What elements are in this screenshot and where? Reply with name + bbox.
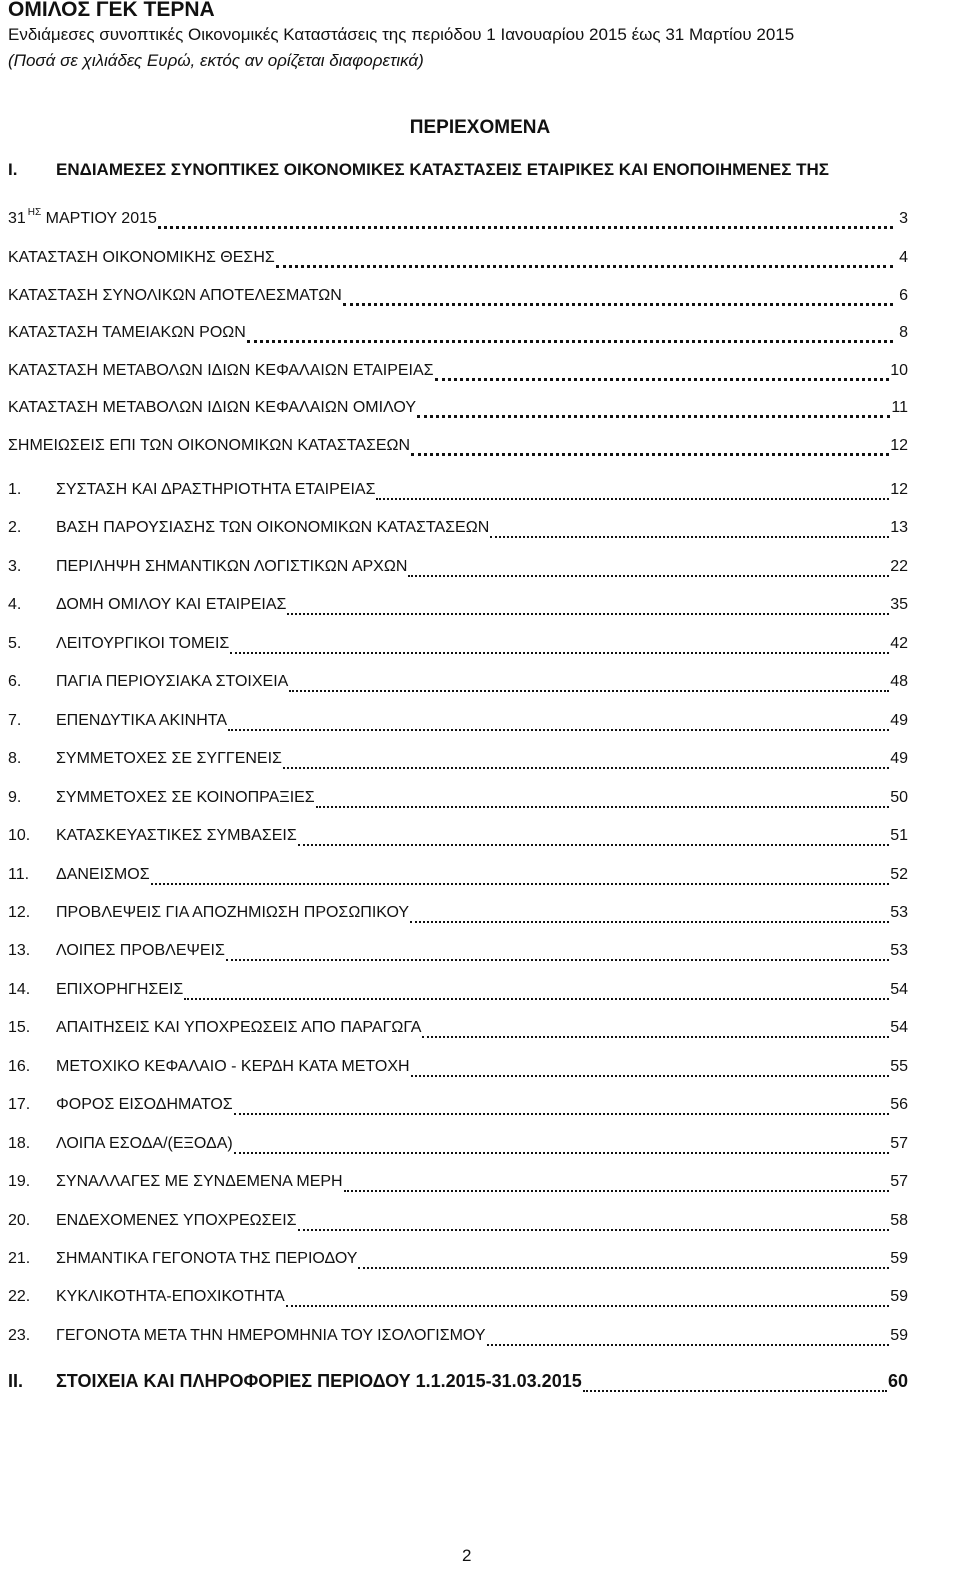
note-number: 14.: [8, 981, 31, 998]
entry-label: ΣΗΜΑΝΤΙΚΑ ΓΕΓΟΝΟΤΑ ΤΗΣ ΠΕΡΙΟΔΟΥ: [56, 1250, 358, 1267]
page-ref: 52: [890, 866, 908, 883]
page-ref: 49: [890, 750, 908, 767]
page-ref: 51: [890, 827, 908, 844]
page-ref: 10: [890, 362, 908, 379]
entry-label: ΣΤΟΙΧΕΙΑ ΚΑΙ ΠΛΗΡΟΦΟΡΙΕΣ ΠΕΡΙΟΔΟΥ 1.1.2015-31.03.2015: [56, 1371, 582, 1391]
dot-leader: [234, 1100, 890, 1115]
dot-leader: [286, 1292, 890, 1307]
section-number: II.: [8, 1371, 24, 1391]
toc-entry-note[interactable]: [8, 1018, 908, 1038]
note-number: 21.: [8, 1250, 31, 1267]
dot-leader: [151, 870, 890, 885]
toc-entry-section-one[interactable]: [8, 203, 908, 229]
toc-entry-statement[interactable]: [8, 248, 908, 268]
note-number: 15.: [8, 1019, 31, 1036]
page-ref: 57: [890, 1173, 908, 1190]
entry-label: ΚΑΤΑΣΤΑΣΗ ΜΕΤΑΒΟΛΩΝ ΙΔΙΩΝ ΚΕΦΑΛΑΙΩΝ ΕΤΑΙΡΕΙΑΣ: [8, 362, 434, 379]
entry-label: ΚΑΤΑΣΚΕΥΑΣΤΙΚΕΣ ΣΥΜΒΑΣΕΙΣ: [56, 827, 297, 844]
dot-leader: [184, 985, 889, 1000]
note-number: 17.: [8, 1096, 31, 1113]
dot-leader: [417, 402, 890, 418]
page-ref: 12: [890, 437, 908, 454]
dot-leader: [411, 440, 889, 456]
page-ref: 11: [891, 399, 908, 416]
page-ref: 48: [890, 673, 908, 690]
toc-entry-note[interactable]: [8, 826, 908, 846]
dot-leader: [230, 639, 889, 654]
dot-leader: [289, 677, 889, 692]
toc-entry-note[interactable]: [8, 1249, 908, 1269]
page-ref: 59: [890, 1327, 908, 1344]
dot-leader: [343, 290, 893, 306]
dot-leader: [226, 946, 889, 961]
toc-entry-note[interactable]: [8, 1134, 908, 1154]
note-number: 23.: [8, 1327, 31, 1344]
units-note: (Ποσά σε χιλιάδες Ευρώ, εκτός αν ορίζεται διαφορετικά): [8, 51, 424, 70]
note-number: 2.: [8, 519, 22, 536]
note-number: 4.: [8, 596, 22, 613]
toc-entry-note[interactable]: [8, 711, 908, 731]
note-number: 18.: [8, 1135, 31, 1152]
toc-entry-note[interactable]: [8, 865, 908, 885]
document-header: [8, 0, 948, 74]
note-number: 20.: [8, 1212, 31, 1229]
dot-leader: [408, 562, 889, 577]
entry-label: ΕΝΔΕΧΟΜΕΝΕΣ ΥΠΟΧΡΕΩΣΕΙΣ: [56, 1212, 297, 1229]
note-number: 12.: [8, 904, 31, 921]
page-ref: 13: [890, 519, 908, 536]
page-ref: 54: [890, 981, 908, 998]
page-ref: 53: [890, 904, 908, 921]
note-number: 5.: [8, 635, 22, 652]
entry-label: ΣΗΜΕΙΩΣΕΙΣ ΕΠΙ ΤΩΝ ΟΙΚΟΝΟΜΙΚΩΝ ΚΑΤΑΣΤΑΣΕΩΝ: [8, 437, 411, 454]
dot-leader: [490, 523, 889, 538]
toc-entry-statement[interactable]: [8, 323, 908, 343]
page-ref: 22: [890, 558, 908, 575]
toc-entry-section-two[interactable]: [8, 1370, 908, 1392]
entry-label: ΛΕΙΤΟΥΡΓΙΚΟΙ ΤΟΜΕΙΣ: [56, 635, 230, 652]
entry-label: ΓΕΓΟΝΟΤΑ ΜΕΤΑ ΤΗΝ ΗΜΕΡΟΜΗΝΙΑ ΤΟΥ ΙΣΟΛΟΓΙΣΜΟΥ: [56, 1327, 486, 1344]
toc-entry-note[interactable]: [8, 1057, 908, 1077]
entry-label: ΚΑΤΑΣΤΑΣΗ ΟΙΚΟΝΟΜΙΚΗΣ ΘΕΣΗΣ: [8, 249, 275, 266]
page-ref: 8: [899, 324, 908, 341]
dot-leader: [358, 1254, 889, 1269]
dot-leader: [583, 1377, 887, 1392]
page-number: 2: [462, 1546, 472, 1565]
note-number: 8.: [8, 750, 22, 767]
dot-leader: [158, 213, 893, 229]
note-number: 7.: [8, 712, 22, 729]
entry-label: ΦΟΡΟΣ ΕΙΣΟΔΗΜΑΤΟΣ: [56, 1096, 233, 1113]
entry-label: ΔΑΝΕΙΣΜΟΣ: [56, 866, 150, 883]
page-ref: 12: [890, 481, 908, 498]
dot-leader: [422, 1023, 889, 1038]
page-ref: 58: [890, 1212, 908, 1229]
toc-entry-note[interactable]: [8, 1172, 908, 1192]
dot-leader: [411, 1062, 890, 1077]
toc-entry-statement[interactable]: [8, 286, 908, 306]
dot-leader: [247, 327, 893, 343]
entry-label: ΣΥΝΑΛΛΑΓΕΣ ΜΕ ΣΥΝΔΕΜΕΝΑ ΜΕΡΗ: [56, 1173, 343, 1190]
toc-entry-note[interactable]: [8, 480, 908, 500]
toc-entry-note[interactable]: [8, 1095, 908, 1115]
entry-label: ΣΥΣΤΑΣΗ ΚΑΙ ΔΡΑΣΤΗΡΙΟΤΗΤΑ ΕΤΑΙΡΕΙΑΣ: [56, 481, 376, 498]
entry-label: ΠΕΡΙΛΗΨΗ ΣΗΜΑΝΤΙΚΩΝ ΛΟΓΙΣΤΙΚΩΝ ΑΡΧΩΝ: [56, 558, 408, 575]
entry-label: ΕΠΙΧΟΡΗΓΗΣΕΙΣ: [56, 981, 184, 998]
entry-label: ΚΑΤΑΣΤΑΣΗ ΣΥΝΟΛΙΚΩΝ ΑΠΟΤΕΛΕΣΜΑΤΩΝ: [8, 287, 342, 304]
entry-label: ΜΕΤΟΧΙΚΟ ΚΕΦΑΛΑΙΟ - ΚΕΡΔΗ ΚΑΤΑ ΜΕΤΟΧΗ: [56, 1058, 410, 1075]
dot-leader: [410, 908, 889, 923]
section-number: I.: [8, 160, 18, 179]
page-ref: 59: [890, 1250, 908, 1267]
section-title-line1: ΕΝΔΙΑΜΕΣΕΣ ΣΥΝΟΠΤΙΚΕΣ ΟΙΚΟΝΟΜΙΚΕΣ ΚΑΤΑΣΤΑΣΕΙΣ ΕΤΑΙΡΙΚΕΣ ΚΑΙ ΕΝΟΠΟΙΗΜΕΝΕΣ ΤΗΣ: [56, 160, 829, 179]
dot-leader: [276, 252, 893, 268]
toc-entry-note[interactable]: [8, 1287, 908, 1307]
toc-entry-note[interactable]: [8, 749, 908, 769]
entry-label: ΒΑΣΗ ΠΑΡΟΥΣΙΑΣΗΣ ΤΩΝ ΟΙΚΟΝΟΜΙΚΩΝ ΚΑΤΑΣΤΑΣΕΩΝ: [56, 519, 490, 536]
page-ref: 49: [890, 712, 908, 729]
note-number: 1.: [8, 481, 22, 498]
dot-leader: [344, 1177, 890, 1192]
entry-label: ΚΑΤΑΣΤΑΣΗ ΤΑΜΕΙΑΚΩΝ ΡΟΩΝ: [8, 324, 246, 341]
page-ref: 35: [890, 596, 908, 613]
entry-label: ΠΑΓΙΑ ΠΕΡΙΟΥΣΙΑΚΑ ΣΤΟΙΧΕΙΑ: [56, 673, 289, 690]
page-ref: 57: [890, 1135, 908, 1152]
dot-leader: [376, 485, 889, 500]
document-subtitle: Ενδιάμεσες συνοπτικές Οικονομικές Καταστάσεις της περιόδου 1 Ιανουαρίου 2015 έως 31 Μαρτίου 2015: [8, 25, 795, 44]
toc-entry-statement[interactable]: [8, 398, 908, 418]
toc-entry-note[interactable]: [8, 518, 908, 538]
dot-leader: [287, 600, 889, 615]
entry-label: ΕΠΕΝΔΥΤΙΚΑ ΑΚΙΝΗΤΑ: [56, 712, 228, 729]
toc-entry-note[interactable]: [8, 1211, 908, 1231]
page-ref: 53: [890, 942, 908, 959]
page-ref: 50: [890, 789, 908, 806]
entry-label: ΛΟΙΠΕΣ ΠΡΟΒΛΕΨΕΙΣ: [56, 942, 225, 959]
note-number: 11.: [8, 866, 30, 883]
page-ref: 4: [899, 249, 908, 266]
toc-entry-note[interactable]: [8, 634, 908, 654]
entry-label: ΣΥΜΜΕΤΟΧΕΣ ΣΕ ΣΥΓΓΕΝΕΙΣ: [56, 750, 282, 767]
entry-label: ΔΟΜΗ ΟΜΙΛΟΥ ΚΑΙ ΕΤΑΙΡΕΙΑΣ: [56, 596, 287, 613]
entry-label: ΣΥΜΜΕΤΟΧΕΣ ΣΕ ΚΟΙΝΟΠΡΑΞΙΕΣ: [56, 789, 315, 806]
page-ref: 3: [899, 210, 908, 227]
entry-label: ΑΠΑΙΤΗΣΕΙΣ ΚΑΙ ΥΠΟΧΡΕΩΣΕΙΣ ΑΠΟ ΠΑΡΑΓΩΓΑ: [56, 1019, 422, 1036]
page-ref: 54: [890, 1019, 908, 1036]
toc-entry-note[interactable]: [8, 941, 908, 961]
note-number: 3.: [8, 558, 22, 575]
page-ref: 55: [890, 1058, 908, 1075]
note-number: 22.: [8, 1288, 31, 1305]
toc-entry-note[interactable]: [8, 903, 908, 923]
page-ref: 42: [890, 635, 908, 652]
page-ref: 59: [890, 1288, 908, 1305]
entry-label: ΚΑΤΑΣΤΑΣΗ ΜΕΤΑΒΟΛΩΝ ΙΔΙΩΝ ΚΕΦΑΛΑΙΩΝ ΟΜΙΛΟΥ: [8, 399, 416, 416]
dot-leader: [228, 716, 889, 731]
dot-leader: [316, 793, 890, 808]
note-number: 19.: [8, 1173, 31, 1190]
toc-entry-note[interactable]: [8, 672, 908, 692]
note-number: 10.: [8, 827, 31, 844]
note-number: 13.: [8, 942, 31, 959]
company-name: ΟΜΙΛΟΣ ΓΕΚ ΤΕΡΝΑ: [8, 0, 215, 21]
note-number: 16.: [8, 1058, 31, 1075]
entry-label: ΠΡΟΒΛΕΨΕΙΣ ΓΙΑ ΑΠΟΖΗΜΙΩΣΗ ΠΡΟΣΩΠΙΚΟΥ: [56, 904, 410, 921]
dot-leader: [283, 754, 889, 769]
toc-entry-note[interactable]: [8, 595, 908, 615]
dot-leader: [298, 831, 889, 846]
entry-label: ΛΟΙΠΑ ΕΣΟΔΑ/(ΕΞΟΔΑ): [56, 1135, 233, 1152]
toc-entry-note[interactable]: [8, 1326, 908, 1346]
section-title-line2: 31 $^{H\Sigma}$ ΜΑΡΤΙΟΥ 2015: [8, 207, 157, 227]
page-ref: 56: [890, 1096, 908, 1113]
toc-entry-statement[interactable]: [8, 361, 908, 381]
page-ref: 60: [887, 1371, 908, 1391]
note-number: 9.: [8, 789, 22, 806]
dot-leader: [234, 1139, 890, 1154]
toc-entry-note[interactable]: [8, 788, 908, 808]
toc-section-one-title[interactable]: [8, 158, 908, 182]
dot-leader: [487, 1331, 890, 1346]
entry-label: ΚΥΚΛΙΚΟΤΗΤΑ-ΕΠΟΧΙΚΟΤΗΤΑ: [56, 1288, 285, 1305]
toc-entry-statement[interactable]: [8, 436, 908, 456]
toc-entry-note[interactable]: [8, 557, 908, 577]
toc-title: ΠΕΡΙΕΧΟΜΕΝΑ: [409, 117, 551, 138]
toc-entry-note[interactable]: [8, 980, 908, 1000]
page-ref: 6: [899, 287, 908, 304]
dot-leader: [435, 365, 890, 381]
note-number: 6.: [8, 673, 22, 690]
dot-leader: [298, 1216, 890, 1231]
